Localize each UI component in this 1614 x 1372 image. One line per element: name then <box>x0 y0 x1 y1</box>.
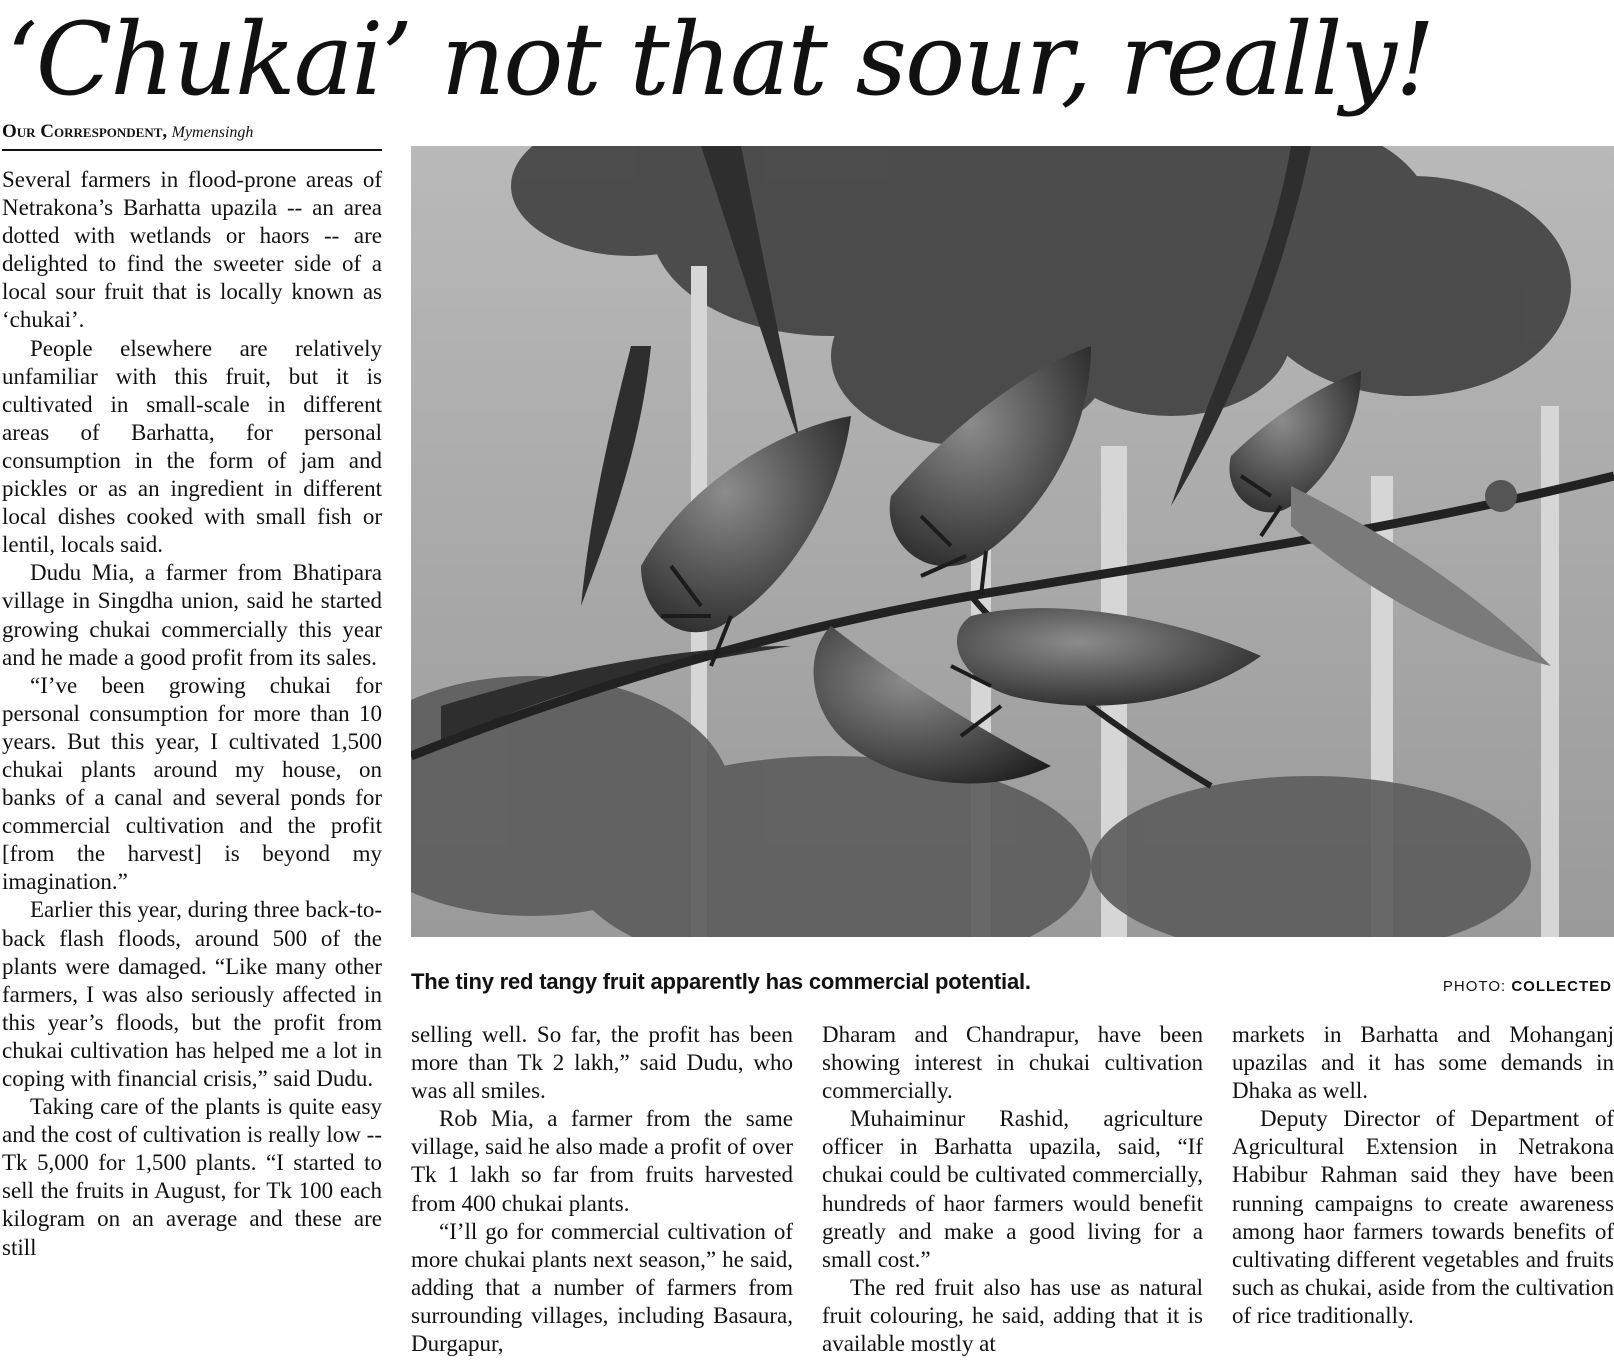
paragraph: markets in Barhatta and Mohanganj upazilas and it has some demands in Dhaka as well. <box>1232 1022 1614 1104</box>
headline: ‘Chukai’ not that sour, really! <box>6 1 1434 118</box>
paragraph: “I’ll go for commercial cultivation of more chukai plants next season,” he said, adding that a number of farmers from surrounding villages, including Basaura, Durgapur, <box>411 1218 793 1357</box>
paragraph: Taking care of the plants is quite easy and the cost of cultivation is really low -- Tk 5,000 for 1,500 plants. “I started to sell the fruits in August, for Tk 100 each kilogram on an average and these are still <box>2 1094 382 1260</box>
photo-caption: The tiny red tangy fruit apparently has commercial potential. <box>411 969 1031 994</box>
photo-credit-source: COLLECTED <box>1511 978 1612 995</box>
paragraph: Dudu Mia, a farmer from Bhatipara village in Singdha union, said he started growing chukai commercially this year and he made a good profit from its sales. <box>2 560 382 670</box>
byline-name: Our Correspondent, <box>2 121 168 142</box>
article-photo <box>411 146 1614 937</box>
paragraph: Dharam and Chandrapur, have been showing interest in chukai cultivation commercially. <box>822 1022 1203 1104</box>
photo-credit <box>1443 978 1612 995</box>
paragraph: Several farmers in flood-prone areas of Netrakona’s Barhatta upazila -- an area dotted with wetlands or haors -- are delighted to find the sweeter side of a local sour fruit that is locally known as ‘chukai’. <box>2 167 382 333</box>
paragraph: “I’ve been growing chukai for personal consumption for more than 10 years. But this year, I cultivated 1,500 chukai plants around my house, on banks of a canal and several ponds for commercial cultivation and the profit [from the harvest] is beyond my imagination.” <box>2 672 382 895</box>
byline-place: Mymensingh <box>171 124 254 141</box>
paragraph: People elsewhere are relatively unfamiliar with this fruit, but it is cultivated in small-scale in different areas of Barhatta, for personal consumption in the form of jam and pickles or as an ingredient in different local dishes cooked with small fish or lentil, locals said. <box>2 335 382 558</box>
paragraph: Muhaiminur Rashid, agriculture officer in Barhatta upazila, said, “If chukai could be cultivated commercially, hundreds of haor farmers would benefit greatly and make a good living for a small cost.” <box>822 1106 1203 1272</box>
article-column-3 <box>822 1021 1203 1358</box>
fruit-photo-illustration <box>411 146 1614 937</box>
paragraph: Deputy Director of Department of Agricultural Extension in Netrakona Habibur Rahman said they have been running campaigns to create awareness among haor farmers towards benefits of cultivating different vegetables and fruits such as chukai, aside from the cultivation of rice traditionally. <box>1232 1106 1614 1328</box>
byline <box>2 121 382 151</box>
paragraph: selling well. So far, the profit has been more than Tk 2 lakh,” said Dudu, who was all smiles. <box>411 1022 793 1104</box>
paragraph: Earlier this year, during three back-to-back flash floods, around 500 of the plants were damaged. “Like many other farmers, I was also seriously affected in this year’s floods, but the profit from chukai cultivation has helped me a lot in coping with financial crisis,” said Dudu. <box>2 897 382 1091</box>
paragraph: Rob Mia, a farmer from the same village, said he also made a profit of over Tk 1 lakh so far from fruits harvested from 400 chukai plants. <box>411 1106 793 1216</box>
article-column-2 <box>411 1021 793 1358</box>
article-column-4 <box>1232 1021 1614 1330</box>
photo-credit-label: PHOTO: <box>1442 978 1507 995</box>
paragraph: The red fruit also has use as natural fruit colouring, he said, adding that it is available mostly at <box>822 1274 1203 1357</box>
article-column-1 <box>2 166 382 1262</box>
